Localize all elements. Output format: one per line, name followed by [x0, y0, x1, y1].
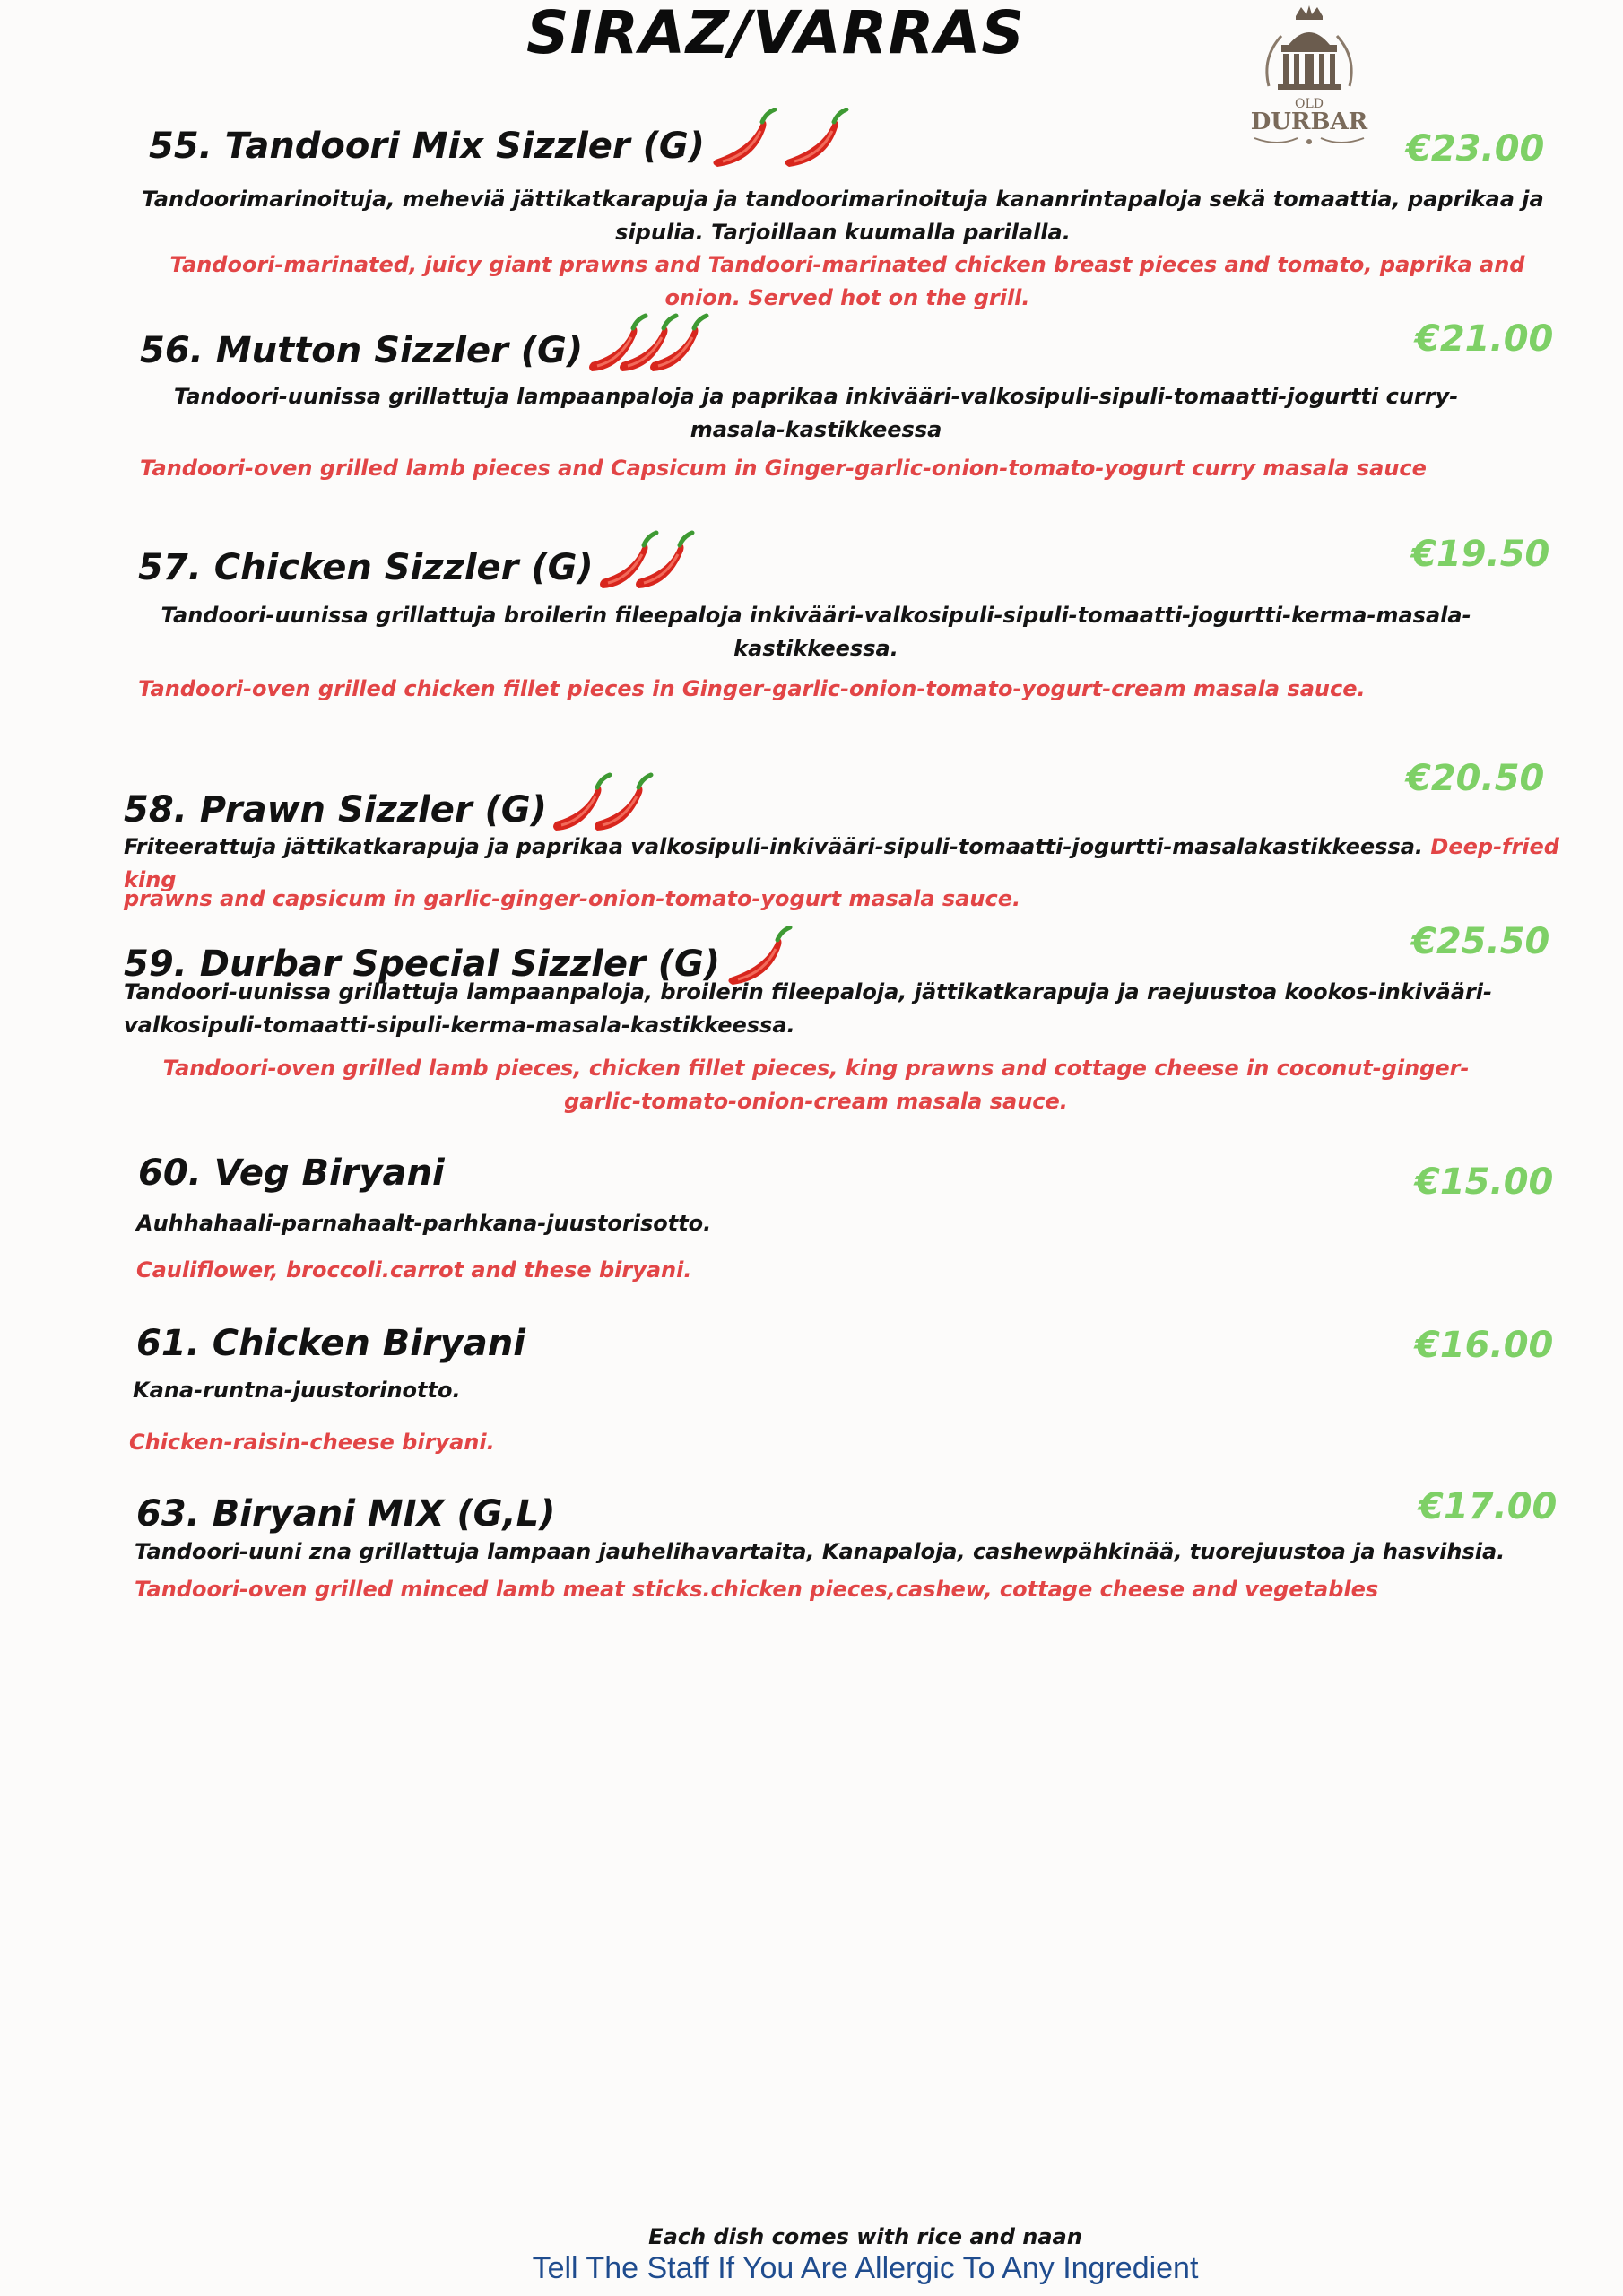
footer-note: Each dish comes with rice and naan	[648, 2224, 1082, 2249]
chili-pepper-icon	[599, 529, 716, 592]
dish-59-description-en: Tandoori-oven grilled lamb pieces, chicken fillet pieces, king prawns and cottage cheese in coconut-ginger-garlic-tomato-onion-cream masala sauce.	[162, 1056, 1470, 1114]
dish-59-name: 59. Durbar Special Sizzler (G)	[124, 926, 797, 988]
svg-text:OLD: OLD	[1295, 97, 1324, 111]
dish-58-description-en-start: Deep-fried king	[124, 834, 1559, 892]
chili-pepper-icon	[588, 312, 723, 375]
dish-58-name: 58. Prawn Sizzler (G)	[124, 771, 678, 834]
dish-57-description-en: Tandoori-oven grilled chicken fillet pieces in Ginger-garlic-onion-tomato-yogurt-cream masala sauce.	[138, 676, 1366, 701]
dish-58-description-fi: Friteerattuja jättikatkarapuja ja paprikaa valkosipuli-inkivääri-sipuli-tomaatti-jogurtti-masalakastikkeessa.	[124, 834, 1424, 859]
dish-55-description-en: Tandoori-marinated, juicy giant prawns and Tandoori-marinated chicken breast pieces and tomato, paprika and onion. Served hot on the grill.	[169, 252, 1525, 310]
dish-63-price: €17.00	[1419, 1486, 1558, 1527]
dish-59-price: €25.50	[1411, 921, 1550, 962]
dish-58-description-en: prawns and capsicum in garlic-ginger-onion-tomato-yogurt masala sauce.	[124, 886, 1021, 911]
dish-55-description-fi: Tandoorimarinoituja, meheviä jättikatkarapuja ja tandoorimarinoituja kananrintapaloja sekä tomaattia, paprikaa ja sipulia. Tarjoillaan kuumalla parilalla.	[142, 187, 1544, 245]
dish-56-price: €21.00	[1415, 318, 1554, 360]
old-durbar-logo	[1242, 4, 1376, 156]
dish-60-description-en: Cauliflower, broccoli.carrot and these biryani.	[136, 1257, 692, 1283]
allergy-notice: Tell The Staff If You Are Allergic To Any Ingredient	[532, 2251, 1199, 2285]
dish-57-price: €19.50	[1411, 534, 1550, 575]
page-title: SIRAZ/VARRAS	[526, 0, 1025, 67]
dish-63-name: 63. Biryani MIX (G,L)	[136, 1493, 556, 1535]
dish-60-description-fi: Auhhahaali-parnahaalt-parhkana-juustorisotto.	[136, 1211, 712, 1236]
dish-61-description-fi: Kana-runtna-juustorinotto.	[133, 1378, 461, 1403]
dish-61-name: 61. Chicken Biryani	[136, 1323, 525, 1364]
dish-63-description-en: Tandoori-oven grilled minced lamb meat sticks.chicken pieces,cashew, cottage cheese and vegetables	[135, 1577, 1379, 1602]
dish-58-price: €20.50	[1406, 758, 1545, 799]
dish-63-description-fi: Tandoori-uuni zna grillattuja lampaan jauhelihavartaita, Kanapaloja, cashewpähkinää, tuorejuustoa ja hasvihsia.	[135, 1539, 1506, 1564]
dish-56-description-fi: Tandoori-uunissa grillattuja lampaanpaloja ja paprikaa inkivääri-valkosipuli-sipuli-tomaatti-jogurtti curry-masala-kastikkeessa	[173, 384, 1459, 442]
svg-text:DURBAR: DURBAR	[1250, 109, 1368, 135]
dish-57-description-fi: Tandoori-uunissa grillattuja broilerin fileepaloja inkivääri-valkosipuli-sipuli-tomaatti-jogurtti-kerma-masala-kastikkeessa.	[161, 603, 1471, 661]
dish-55-price: €23.00	[1406, 128, 1545, 170]
dish-57-name: 57. Chicken Sizzler (G)	[138, 529, 716, 592]
dish-60-price: €15.00	[1415, 1161, 1554, 1203]
chili-pepper-icon	[710, 108, 863, 170]
dish-56-name: 56. Mutton Sizzler (G)	[140, 312, 723, 375]
chili-pepper-icon	[552, 771, 678, 834]
dish-61-description-en: Chicken-raisin-cheese biryani.	[129, 1430, 495, 1455]
dish-61-price: €16.00	[1415, 1325, 1554, 1366]
dish-60-name: 60. Veg Biryani	[138, 1152, 445, 1194]
dish-55-name: 55. Tandoori Mix Sizzler (G)	[149, 108, 863, 170]
dish-56-description-en: Tandoori-oven grilled lamb pieces and Capsicum in Ginger-garlic-onion-tomato-yogurt curry masala sauce	[140, 456, 1427, 481]
dish-59-description-fi: Tandoori-uunissa grillattuja lampaanpaloja, broilerin fileepaloja, jättikatkarapuja ja raejuustoa kookos-inkivääri-valkosipuli-tomaatti-sipuli-kerma-masala-kastikkeessa.	[124, 979, 1492, 1038]
durbar-palace-logo-icon	[1242, 4, 1376, 156]
